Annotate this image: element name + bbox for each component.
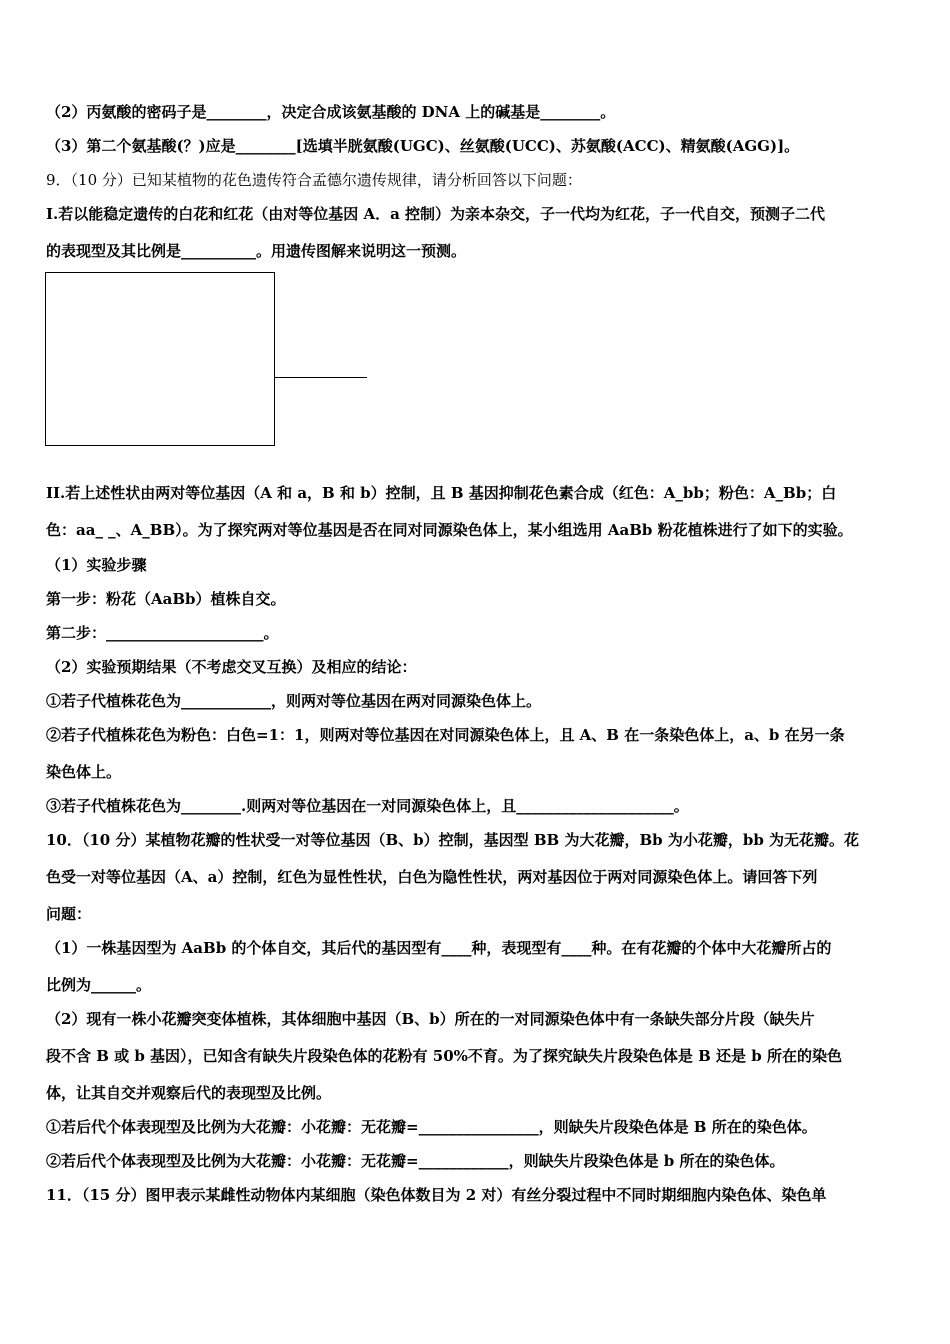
- text-line: 问题：: [46, 905, 92, 923]
- genetic-diagram-answer-box: [45, 272, 275, 446]
- text-line: 色：aa_ _、A_BB）。为了探究两对等位基因是否在同对同源染色体上，某小组选用 AaBb 粉花植株进行了如下的实验。: [46, 521, 853, 539]
- text-line: 色受一对等位基因（A、a）控制，红色为显性性状，白色为隐性性状，两对基因位于两对同源染色体上。请回答下列: [46, 868, 818, 886]
- text-line: 的表现型及其比例是__________。用遗传图解来说明这一预测。: [46, 242, 467, 260]
- text-line: 体，让其自交并观察后代的表现型及比例。: [46, 1084, 332, 1102]
- text-line: （1）一株基因型为 AaBb 的个体自交，其后代的基因型有____种，表现型有____种。在有花瓣的个体中大花瓣所占的: [46, 939, 832, 957]
- text-line: ②若后代个体表现型及比例为大花瓣：小花瓣：无花瓣=____________，则缺失片段染色体是 b 所在的染色体。: [46, 1152, 785, 1170]
- text-line: ①若后代个体表现型及比例为大花瓣：小花瓣：无花瓣=________________，则缺失片段染色体是 B 所在的染色体。: [46, 1118, 817, 1136]
- text-line: 染色体上。: [46, 763, 122, 781]
- text-line: （1）实验步骤: [46, 556, 147, 574]
- text-line: 第二步：_____________________。: [46, 624, 279, 642]
- text-line: I.若以能稳定遗传的白花和红花（由对等位基因 A．a 控制）为亲本杂交，子一代均为红花，子一代自交，预测子二代: [46, 205, 826, 223]
- question-9-header: 9．（10 分）已知某植物的花色遗传符合孟德尔遗传规律，请分析回答以下问题：: [46, 171, 582, 189]
- answer-blank-line: [275, 377, 367, 378]
- text-line: 段不含 B 或 b 基因），已知含有缺失片段染色体的花粉有 50%不育。为了探究缺失片段染色体是 B 还是 b 所在的染色: [46, 1047, 842, 1065]
- text-line: （2）丙氨酸的密码子是________，决定合成该氨基酸的 DNA 上的碱基是________。: [46, 103, 616, 121]
- text-line: II.若上述性状由两对等位基因（A 和 a，B 和 b）控制，且 B 基因抑制花色素合成（红色：A_bb；粉色：A_Bb；白: [46, 484, 837, 502]
- question-10-header: 10．（10 分）某植物花瓣的性状受一对等位基因（B、b）控制，基因型 BB 为大花瓣，Bb 为小花瓣，bb 为无花瓣。花: [46, 831, 860, 849]
- text-line: （3）第二个氨基酸(？)应是________[选填半胱氨酸(UGC)、丝氨酸(UCC)、苏氨酸(ACC)、精氨酸(AGG)]。: [46, 137, 800, 155]
- text-line: ①若子代植株花色为____________，则两对等位基因在两对同源染色体上。: [46, 692, 542, 710]
- text-line: ②若子代植株花色为粉色：白色=1：1，则两对等位基因在对同源染色体上，且 A、B 在一条染色体上，a、b 在另一条: [46, 726, 845, 744]
- text-line: ③若子代植株花色为________.则两对等位基因在一对同源染色体上，且_____________________。: [46, 797, 689, 815]
- text-line: （2）现有一株小花瓣突变体植株，其体细胞中基因（B、b）所在的一对同源染色体中有一条缺失部分片段（缺失片: [46, 1010, 815, 1028]
- text-line: （2）实验预期结果（不考虑交叉互换）及相应的结论：: [46, 658, 417, 676]
- question-11-header: 11．（15 分）图甲表示某雌性动物体内某细胞（染色体数目为 2 对）有丝分裂过程中不同时期细胞内染色体、染色单: [46, 1186, 827, 1204]
- text-line: 比例为______。: [46, 976, 152, 994]
- text-line: 第一步：粉花（AaBb）植株自交。: [46, 590, 286, 608]
